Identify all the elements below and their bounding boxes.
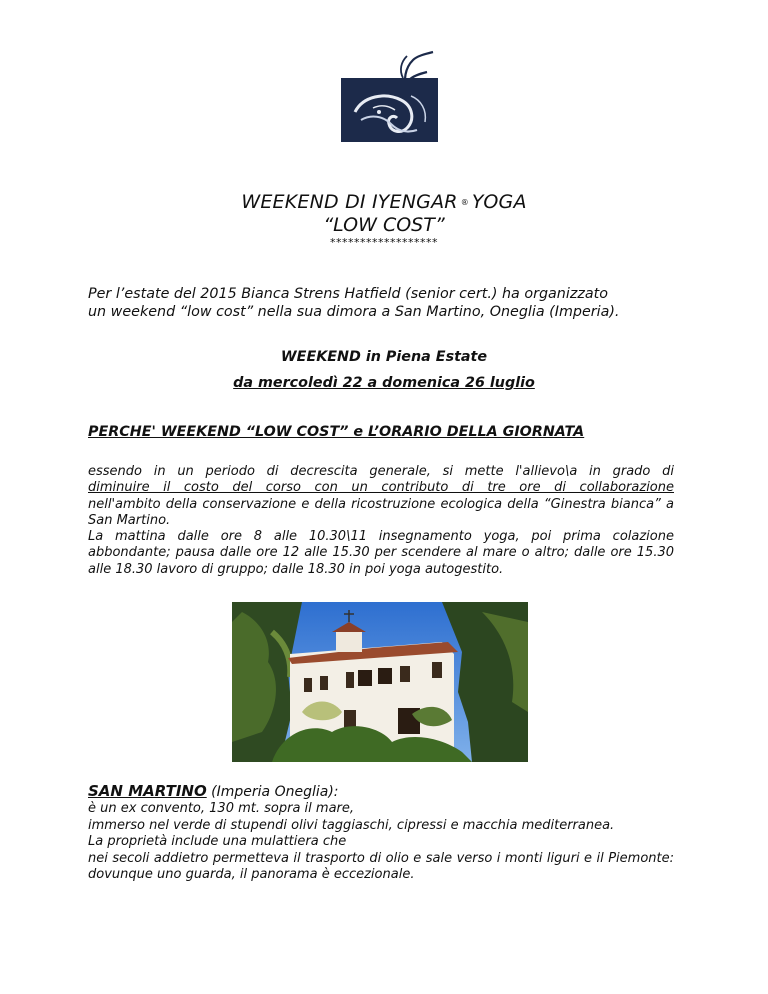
san-martino-subtitle: (Imperia Oneglia): bbox=[206, 784, 339, 800]
san-martino-line-1: è un ex convento, 130 mt. sopra il mare, bbox=[88, 801, 355, 816]
weekend-dates: da mercoledì 22 a domenica 26 luglio bbox=[233, 375, 535, 391]
intro-line-2: un weekend “low cost” nella sua dimora a San Martino, Oneglia (Imperia). bbox=[88, 304, 620, 320]
perche-heading: PERCHE' WEEKEND “LOW COST” e L’ORARIO DELLA GIORNATA bbox=[88, 424, 585, 440]
elephant-logo-icon bbox=[341, 50, 438, 142]
perche-line-a: essendo in un periodo di decrescita generale, si mette l'allievo\a in grado di bbox=[88, 464, 674, 479]
perche-line-b: diminuire il costo del corso con un contributo di tre ore di collaborazione bbox=[88, 480, 674, 496]
page-subtitle: “LOW COST” bbox=[323, 214, 445, 236]
registered-mark: ® bbox=[460, 198, 469, 207]
villa-photo bbox=[232, 602, 528, 762]
villa-photo-icon bbox=[232, 602, 528, 762]
san-martino-body bbox=[88, 801, 674, 884]
page-title bbox=[0, 191, 768, 213]
title-right: YOGA bbox=[471, 191, 527, 213]
san-martino-line-4: nei secoli addietro permetteva il trasporto di olio e sale verso i monti liguri e il Piemonte: dovunque uno guarda, il panorama è eccezionale. bbox=[88, 850, 674, 882]
title-left: WEEKEND DI IYENGAR bbox=[241, 191, 458, 213]
san-martino-line-2: immerso nel verde di stupendi olivi taggiaschi, cipressi e macchia mediterranea. bbox=[88, 817, 615, 833]
san-martino-title: SAN MARTINO bbox=[88, 782, 207, 800]
san-martino-line-3: La proprietà include una mulattiera che bbox=[88, 834, 347, 849]
perche-line-c: nell'ambito della conservazione e della ricostruzione ecologica della “Ginestra bianca” a San Martino. bbox=[88, 496, 674, 528]
intro-line-1: Per l’estate del 2015 Bianca Strens Hatfield (senior cert.) ha organizzato bbox=[88, 286, 608, 302]
san-martino-heading bbox=[88, 782, 339, 800]
perche-schedule: La mattina dalle ore 8 alle 10.30\11 insegnamento yoga, poi prima colazione abbondante; pausa dalle ore 12 alle 15.30 per scendere al mare o altro; dalle ore 15.30 alle 18.30 lavoro di gruppo; dalle 18.30 in poi yoga autogestito. bbox=[88, 529, 674, 577]
elephant-logo bbox=[341, 50, 438, 142]
stars-divider: ****************** bbox=[330, 236, 438, 249]
perche-body bbox=[88, 464, 674, 578]
weekend-title: WEEKEND in Piena Estate bbox=[280, 349, 488, 365]
intro-paragraph bbox=[88, 285, 680, 321]
